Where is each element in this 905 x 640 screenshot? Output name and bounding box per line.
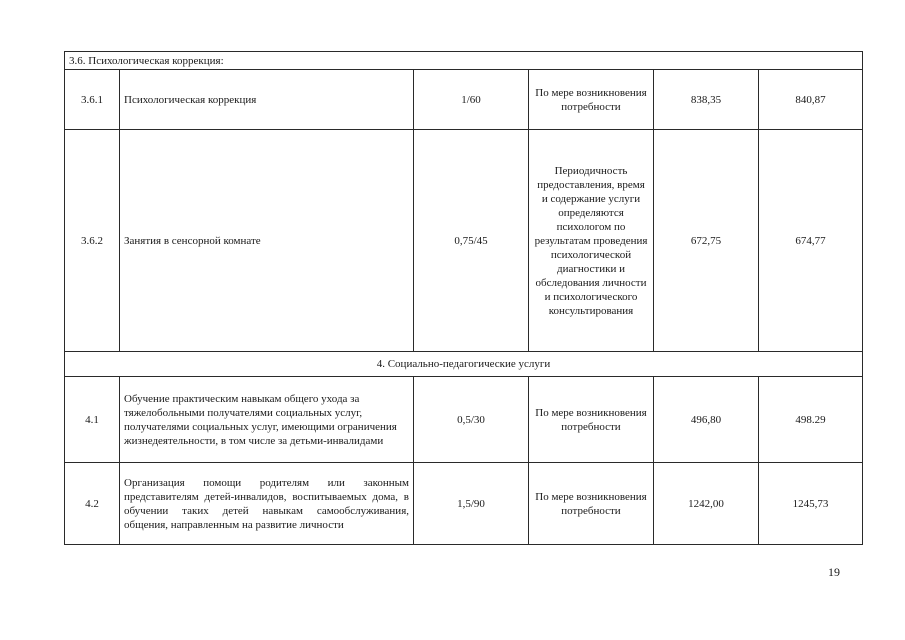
section-heading-row bbox=[65, 52, 863, 70]
periodicity: По мере возникновения потребности bbox=[529, 70, 654, 130]
periodicity: По мере возникновения потребности bbox=[529, 463, 654, 545]
time-norm: 1,5/90 bbox=[414, 463, 529, 545]
price-2: 840,87 bbox=[759, 70, 863, 130]
service-name: Занятия в сенсорной комнате bbox=[120, 130, 414, 352]
section-heading-row bbox=[65, 352, 863, 377]
section-4-title: 4. Социально-педагогические услуги bbox=[65, 352, 863, 377]
page-number: 19 bbox=[828, 565, 840, 579]
table-row bbox=[65, 463, 863, 545]
price-1: 1242,00 bbox=[654, 463, 759, 545]
row-number: 3.6.2 bbox=[65, 130, 120, 352]
time-norm: 0,5/30 bbox=[414, 377, 529, 463]
service-name: Психологическая коррекция bbox=[120, 70, 414, 130]
services-table bbox=[64, 51, 863, 545]
table-row bbox=[65, 130, 863, 352]
time-norm: 0,75/45 bbox=[414, 130, 529, 352]
price-2: 674,77 bbox=[759, 130, 863, 352]
service-name: Организация помощи родителям или законным представителям детей-инвалидов, воспитываемых дома, в обучении таких детей навыкам самообслуживания, общения, направленным на развитие личности bbox=[120, 463, 414, 545]
row-number: 4.2 bbox=[65, 463, 120, 545]
service-name: Обучение практическим навыкам общего ухода за тяжелобольными получателями социальных услуг, получателями социальных услуг, имеющими ограничения жизнедеятельности, в том числе за детьми-инвалидами bbox=[120, 377, 414, 463]
time-norm: 1/60 bbox=[414, 70, 529, 130]
price-1: 496,80 bbox=[654, 377, 759, 463]
row-number: 4.1 bbox=[65, 377, 120, 463]
periodicity: Периодичность предоставления, время и содержание услуги определяются психологом по результатам проведения психологической диагностики и обследования личности и психологического консультирования bbox=[529, 130, 654, 352]
table-row bbox=[65, 377, 863, 463]
price-1: 672,75 bbox=[654, 130, 759, 352]
price-2: 498.29 bbox=[759, 377, 863, 463]
price-2: 1245,73 bbox=[759, 463, 863, 545]
row-number: 3.6.1 bbox=[65, 70, 120, 130]
section-3-6-title: 3.6. Психологическая коррекция: bbox=[65, 52, 863, 70]
price-1: 838,35 bbox=[654, 70, 759, 130]
periodicity: По мере возникновения потребности bbox=[529, 377, 654, 463]
table-row bbox=[65, 70, 863, 130]
